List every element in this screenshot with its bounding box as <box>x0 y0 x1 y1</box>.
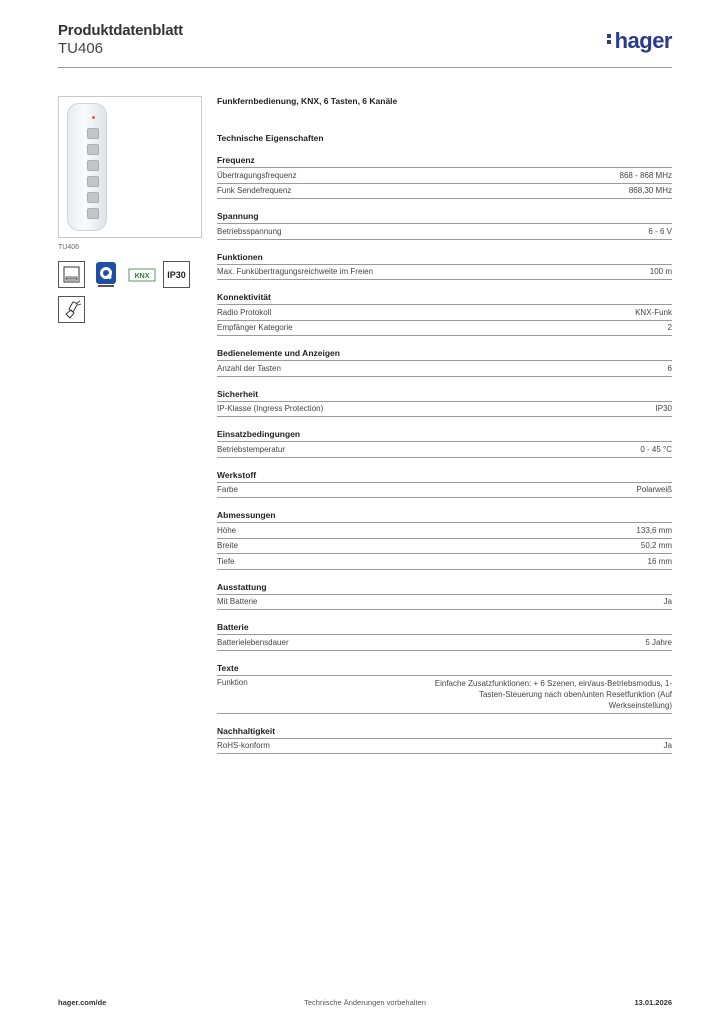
spec-row <box>217 739 672 755</box>
spec-section <box>217 582 672 611</box>
photo-caption: TU406 <box>58 244 80 251</box>
spec-row <box>217 265 672 281</box>
spec-value: 6 <box>667 363 672 373</box>
spec-value: 2 <box>667 323 672 333</box>
spec-section <box>217 155 672 199</box>
spec-value: 6 - 6 V <box>648 226 672 236</box>
spec-value: 100 m <box>649 267 672 277</box>
svg-text:KNX: KNX <box>134 272 150 280</box>
spec-label: Übertragungsfrequenz <box>217 170 297 180</box>
spec-value: Einfache Zusatzfunktionen: + 6 Szenen, ein/aus-Betriebsmodus, 1-Tasten-Steuerung nach oben/unten Resetfunktion (Auf Werkseinstellung) <box>434 678 672 710</box>
spec-section-title: Batterie <box>217 622 672 635</box>
spec-value: IP30 <box>655 404 672 414</box>
spec-value: 868 - 868 MHz <box>619 170 672 180</box>
knx-logo-icon <box>127 261 157 288</box>
spec-row <box>217 402 672 418</box>
spec-section <box>217 389 672 418</box>
spec-row <box>217 224 672 240</box>
spec-section-title: Texte <box>217 663 672 676</box>
product-name: Funkfernbedienung, KNX, 6 Tasten, 6 Kanäle <box>217 96 398 106</box>
spec-section-title: Konnektivität <box>217 292 672 305</box>
spec-row <box>217 483 672 499</box>
footer-date: 13.01.2026 <box>634 998 672 1007</box>
spec-section <box>217 252 672 281</box>
footer-notice: Technische Änderungen vorbehalten <box>304 998 426 1007</box>
spec-section-title: Nachhaltigkeit <box>217 726 672 739</box>
spec-label: Batterielebensdauer <box>217 637 289 647</box>
spec-label: Betriebstemperatur <box>217 444 286 454</box>
spec-value: Polarweiß <box>636 485 672 495</box>
spec-label: RoHS-konform <box>217 741 270 751</box>
logo-colon-icon <box>607 32 612 46</box>
spec-row <box>217 361 672 377</box>
spec-value: Ja <box>663 741 672 751</box>
spec-section <box>217 292 672 336</box>
spec-label: IP-Klasse (Ingress Protection) <box>217 404 324 414</box>
spec-section <box>217 211 672 240</box>
product-photo[interactable] <box>58 96 202 238</box>
spec-section <box>217 348 672 377</box>
spec-row <box>217 321 672 337</box>
spec-row <box>217 442 672 458</box>
surface-mount-icon <box>58 261 85 288</box>
spec-section-title: Abmessungen <box>217 510 672 523</box>
spec-label: Radio Protokoll <box>217 307 272 317</box>
page-header <box>58 22 672 68</box>
quality-mark-icon <box>91 261 121 288</box>
document-title: Produktdatenblatt <box>58 22 183 39</box>
spec-value: 868,30 MHz <box>628 186 672 196</box>
spec-section <box>217 622 672 651</box>
footer-website-link[interactable]: hager.com/de <box>58 998 107 1007</box>
ip30-label: IP30 <box>167 269 186 280</box>
spec-label: Mit Batterie <box>217 597 258 607</box>
spec-row <box>217 539 672 555</box>
specification-column <box>217 96 672 754</box>
spec-section-title: Frequenz <box>217 155 672 168</box>
logo-text: hager <box>614 28 672 53</box>
spec-label: Funk Sendefrequenz <box>217 186 292 196</box>
spec-value: 5 Jahre <box>645 637 672 647</box>
ip30-badge <box>163 261 190 288</box>
spec-value: Ja <box>663 597 672 607</box>
spec-value: 16 mm <box>647 556 672 566</box>
spec-label: Max. Funkübertragungsreichweite im Freien <box>217 267 374 277</box>
spec-row <box>217 184 672 200</box>
spec-section-title: Werkstoff <box>217 470 672 483</box>
spec-row <box>217 523 672 539</box>
tech-properties-title: Technische Eigenschaften <box>217 133 324 143</box>
spec-section <box>217 726 672 755</box>
spec-section <box>217 470 672 499</box>
spec-label: Betriebsspannung <box>217 226 282 236</box>
spec-sections <box>217 155 672 754</box>
spec-label: Funktion <box>217 677 248 687</box>
article-number: TU406 <box>58 40 104 57</box>
spec-row <box>217 676 672 714</box>
spec-value: 0 - 45 °C <box>640 444 672 454</box>
spec-section-title: Funktionen <box>217 252 672 265</box>
spec-row <box>217 305 672 321</box>
spec-label: Anzahl der Tasten <box>217 363 281 373</box>
spec-section <box>217 510 672 570</box>
product-media-column <box>58 96 202 323</box>
spec-section-title: Bedienelemente und Anzeigen <box>217 348 672 361</box>
remote-hand-icon <box>58 296 85 323</box>
spec-row <box>217 595 672 611</box>
spec-row <box>217 554 672 570</box>
spec-section <box>217 429 672 458</box>
spec-label: Tiefe <box>217 556 235 566</box>
spec-value: 50,2 mm <box>640 541 672 551</box>
certification-icons <box>58 261 202 288</box>
spec-label: Empfänger Kategorie <box>217 323 293 333</box>
usage-icons <box>58 296 202 323</box>
spec-section-title: Spannung <box>217 211 672 224</box>
spec-section-title: Einsatzbedingungen <box>217 429 672 442</box>
spec-section-title: Ausstattung <box>217 582 672 595</box>
spec-value: KNX-Funk <box>635 307 672 317</box>
spec-label: Breite <box>217 541 238 551</box>
spec-section-title: Sicherheit <box>217 389 672 402</box>
hager-logo[interactable] <box>607 28 672 54</box>
spec-row <box>217 635 672 651</box>
remote-control-image <box>67 103 107 231</box>
spec-row <box>217 168 672 184</box>
spec-section <box>217 663 672 714</box>
spec-label: Höhe <box>217 525 237 535</box>
spec-value: 133,6 mm <box>636 525 672 535</box>
spec-label: Farbe <box>217 485 238 495</box>
